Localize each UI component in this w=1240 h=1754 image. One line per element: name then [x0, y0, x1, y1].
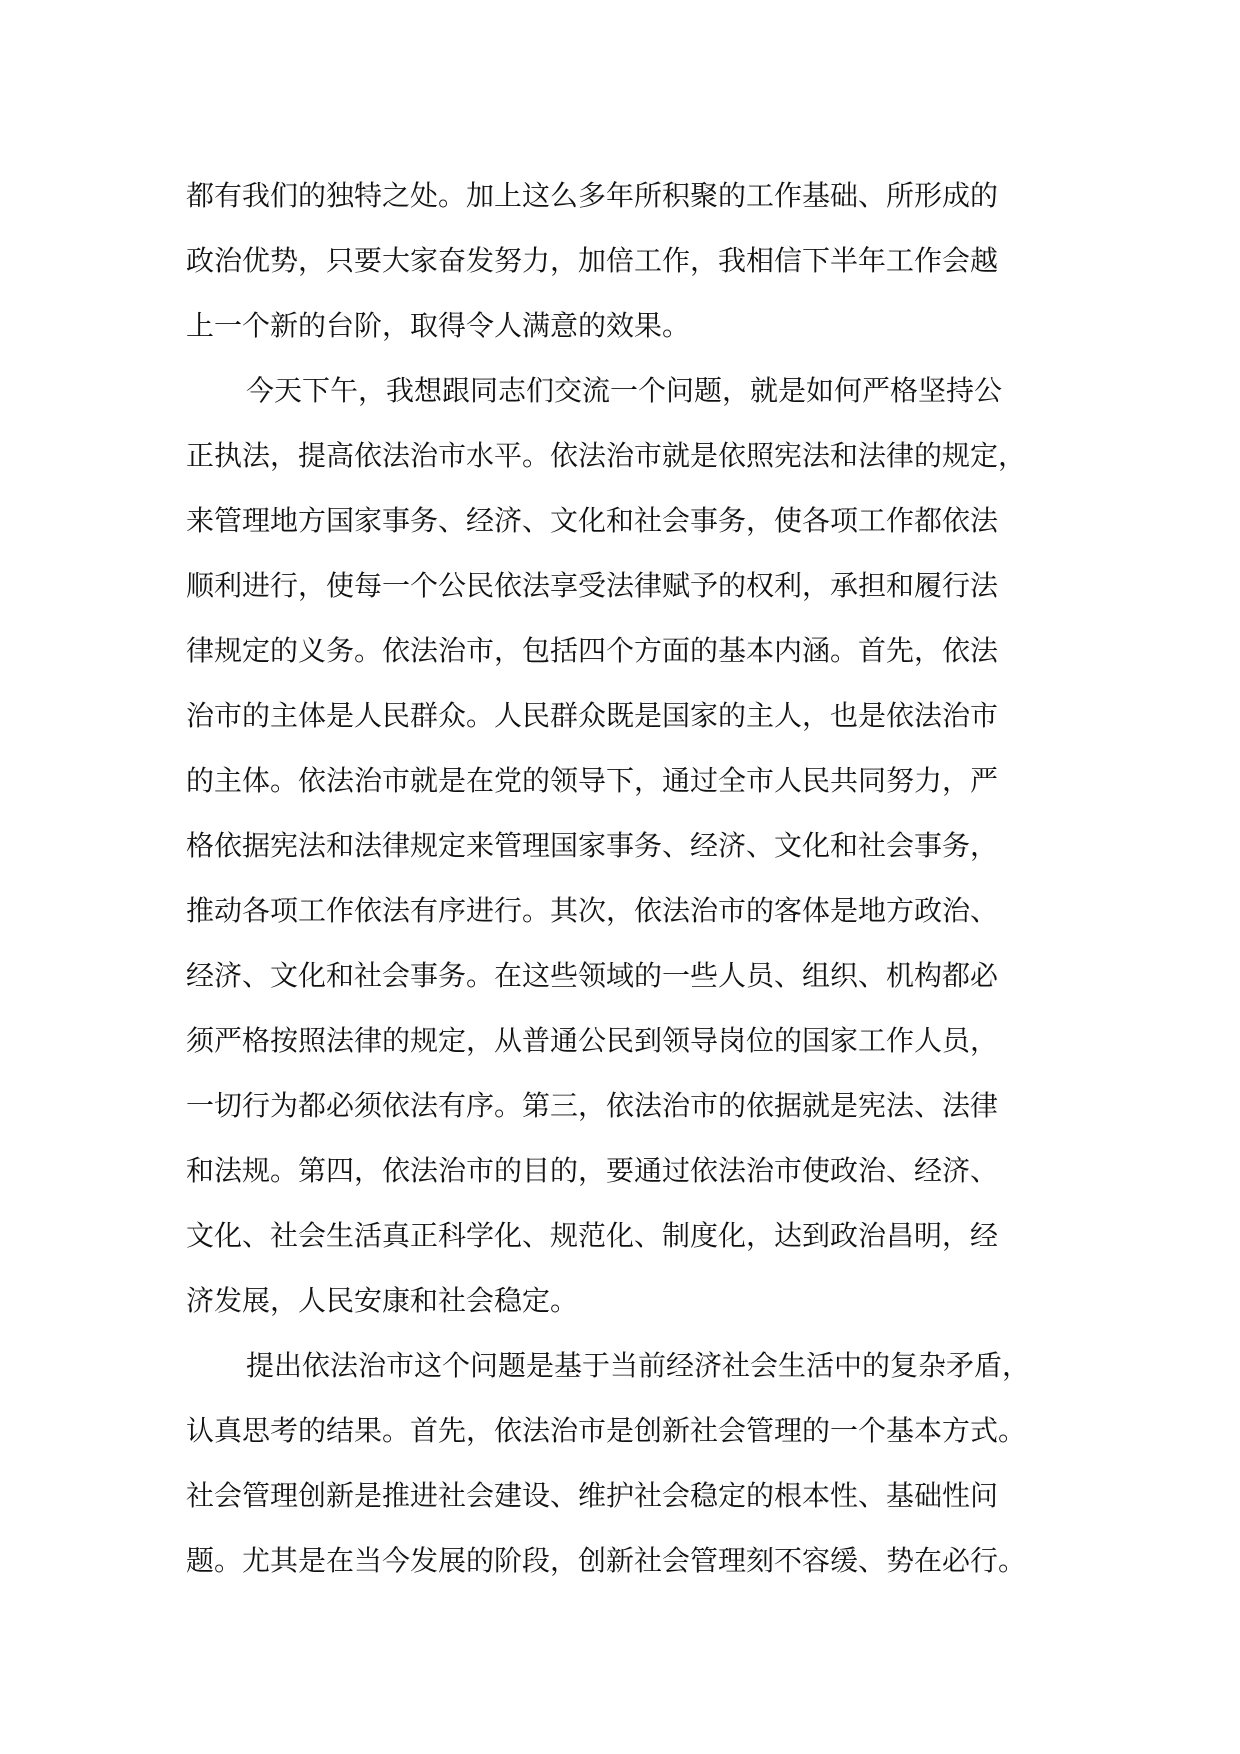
text-line: 题。尤其是在当今发展的阶段，创新社会管理刻不容缓、势在必行。: [186, 1544, 1027, 1577]
text-line: 社会管理创新是推进社会建设、维护社会稳定的根本性、基础性问: [186, 1479, 999, 1512]
text-line: 一切行为都必须依法有序。第三，依法治市的依据就是宪法、法律: [186, 1089, 999, 1122]
text-line: 的主体。依法治市就是在党的领导下，通过全市人民共同努力，严: [186, 764, 999, 797]
text-line: 推动各项工作依法有序进行。其次，依法治市的客体是地方政治、: [186, 894, 999, 927]
paragraph-start-line: 提出依法治市这个问题是基于当前经济社会生活中的复杂矛盾，: [246, 1349, 1031, 1382]
paragraph-start-line: 今天下午，我想跟同志们交流一个问题，就是如何严格坚持公: [246, 374, 1003, 407]
text-line: 都有我们的独特之处。加上这么多年所积聚的工作基础、所形成的: [186, 179, 999, 212]
text-line: 政治优势，只要大家奋发努力，加倍工作，我相信下半年工作会越: [186, 244, 999, 277]
text-line: 顺利进行，使每一个公民依法享受法律赋予的权利，承担和履行法: [186, 569, 999, 602]
text-line: 格依据宪法和法律规定来管理国家事务、经济、文化和社会事务，: [186, 829, 999, 862]
text-line: 济发展，人民安康和社会稳定。: [186, 1284, 579, 1317]
body-text: [186, 163, 1086, 1593]
text-line: 律规定的义务。依法治市，包括四个方面的基本内涵。首先，依法: [186, 634, 999, 667]
text-line: 上一个新的台阶，取得令人满意的效果。: [186, 309, 691, 342]
text-line: 认真思考的结果。首先，依法治市是创新社会管理的一个基本方式。: [186, 1414, 1027, 1447]
text-line: 治市的主体是人民群众。人民群众既是国家的主人，也是依法治市: [186, 699, 999, 732]
text-line: 和法规。第四，依法治市的目的，要通过依法治市使政治、经济、: [186, 1154, 999, 1187]
text-line: 文化、社会生活真正科学化、规范化、制度化，达到政治昌明，经: [186, 1219, 999, 1252]
text-line: 经济、文化和社会事务。在这些领域的一些人员、组织、机构都必: [186, 959, 999, 992]
text-line: 来管理地方国家事务、经济、文化和社会事务，使各项工作都依法: [186, 504, 999, 537]
text-line: 正执法，提高依法治市水平。依法治市就是依照宪法和法律的规定，: [186, 439, 1027, 472]
text-line: 须严格按照法律的规定，从普通公民到领导岗位的国家工作人员，: [186, 1024, 999, 1057]
